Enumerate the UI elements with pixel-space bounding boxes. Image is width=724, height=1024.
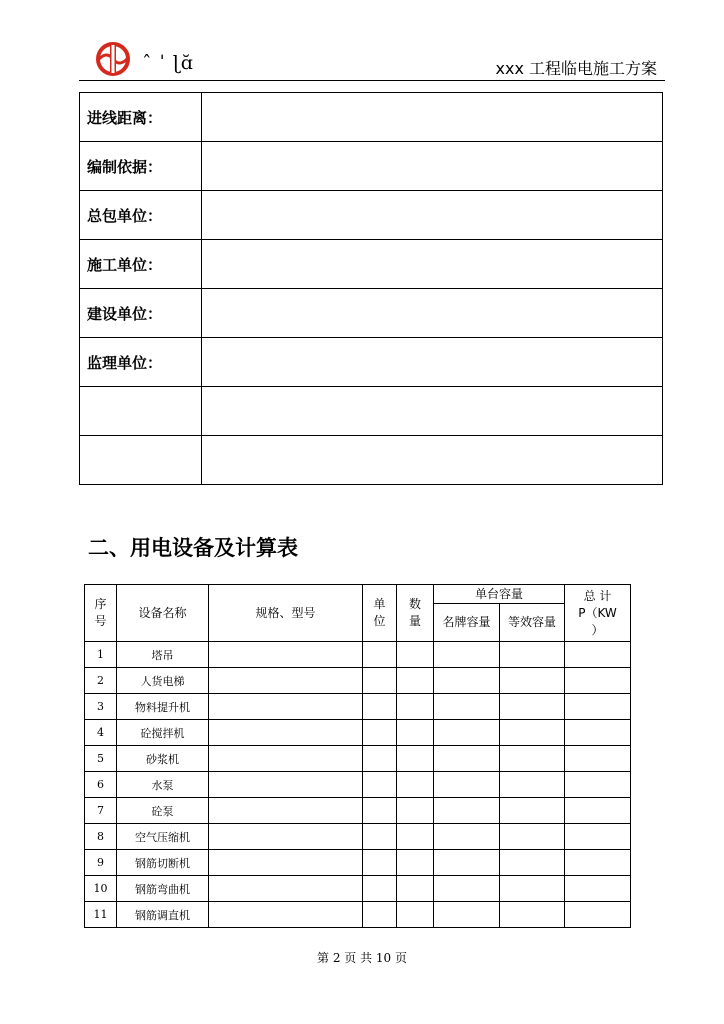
header-capacity: 单台容量	[434, 585, 565, 604]
info-value	[202, 191, 663, 240]
equipment-name: 空气压缩机	[117, 824, 209, 850]
qty-cell	[397, 850, 434, 876]
spec-cell	[209, 694, 363, 720]
nameplate-cell	[434, 642, 500, 668]
unit-cell	[363, 850, 397, 876]
info-label: 建设单位：	[80, 289, 202, 338]
nameplate-cell	[434, 824, 500, 850]
row-number: 3	[85, 694, 117, 720]
qty-cell	[397, 668, 434, 694]
info-row	[80, 338, 663, 387]
table-row	[85, 876, 631, 902]
spec-cell	[209, 720, 363, 746]
table-row	[85, 850, 631, 876]
spec-cell	[209, 668, 363, 694]
total-cell	[565, 824, 631, 850]
row-number: 8	[85, 824, 117, 850]
equipment-name: 塔吊	[117, 642, 209, 668]
total-cell	[565, 642, 631, 668]
document-title: xxx 工程临电施工方案	[495, 59, 657, 78]
qty-cell	[397, 642, 434, 668]
nameplate-cell	[434, 902, 500, 928]
unit-cell	[363, 694, 397, 720]
equivalent-cell	[500, 642, 565, 668]
table-row	[85, 798, 631, 824]
nameplate-cell	[434, 798, 500, 824]
spec-cell	[209, 798, 363, 824]
unit-cell	[363, 642, 397, 668]
info-row	[80, 93, 663, 142]
row-number: 2	[85, 668, 117, 694]
header-equivalent: 等效容量	[500, 604, 565, 642]
equipment-name: 物料提升机	[117, 694, 209, 720]
info-label: 总包单位：	[80, 191, 202, 240]
equipment-name: 砂浆机	[117, 746, 209, 772]
info-value	[202, 289, 663, 338]
nameplate-cell	[434, 876, 500, 902]
info-label	[80, 436, 202, 485]
unit-cell	[363, 902, 397, 928]
qty-cell	[397, 876, 434, 902]
total-cell	[565, 694, 631, 720]
spec-cell	[209, 772, 363, 798]
equivalent-cell	[500, 772, 565, 798]
equipment-name: 砼搅拌机	[117, 720, 209, 746]
equivalent-cell	[500, 850, 565, 876]
nameplate-cell	[434, 772, 500, 798]
equipment-name: 砼泵	[117, 798, 209, 824]
nameplate-cell	[434, 668, 500, 694]
equipment-name: 人货电梯	[117, 668, 209, 694]
nameplate-cell	[434, 720, 500, 746]
unit-cell	[363, 746, 397, 772]
unit-cell	[363, 876, 397, 902]
info-row	[80, 240, 663, 289]
equivalent-cell	[500, 798, 565, 824]
qty-cell	[397, 824, 434, 850]
spec-cell	[209, 876, 363, 902]
header-seq-label: 序 号	[94, 597, 107, 628]
info-label: 编制依据：	[80, 142, 202, 191]
row-number: 4	[85, 720, 117, 746]
total-cell	[565, 876, 631, 902]
info-label: 监理单位：	[80, 338, 202, 387]
row-number: 11	[85, 902, 117, 928]
table-row	[85, 642, 631, 668]
header-name: 设备名称	[117, 585, 209, 642]
qty-cell	[397, 798, 434, 824]
equipment-name: 钢筋调直机	[117, 902, 209, 928]
table-row	[85, 824, 631, 850]
page-footer: 第 2 页 共 10 页	[317, 951, 407, 965]
table-row	[85, 720, 631, 746]
spec-cell	[209, 850, 363, 876]
qty-cell	[397, 772, 434, 798]
equivalent-cell	[500, 902, 565, 928]
nameplate-cell	[434, 850, 500, 876]
table-row	[85, 694, 631, 720]
info-label: 进线距离：	[80, 93, 202, 142]
qty-cell	[397, 720, 434, 746]
row-number: 7	[85, 798, 117, 824]
spec-cell	[209, 902, 363, 928]
qty-cell	[397, 694, 434, 720]
company-logo-icon	[93, 42, 133, 76]
qty-cell	[397, 746, 434, 772]
header-unit	[363, 585, 397, 642]
info-row	[80, 191, 663, 240]
unit-cell	[363, 824, 397, 850]
row-number: 1	[85, 642, 117, 668]
project-info-table	[79, 92, 663, 485]
page-header	[79, 38, 665, 81]
unit-cell	[363, 798, 397, 824]
info-row	[80, 142, 663, 191]
company-name: ˆ ˈ ɭɑ̆	[142, 52, 194, 74]
header-total-label: 总 计 P（KW ）	[578, 588, 617, 637]
header-seq	[85, 585, 117, 642]
equivalent-cell	[500, 824, 565, 850]
total-cell	[565, 746, 631, 772]
info-value	[202, 142, 663, 191]
row-number: 5	[85, 746, 117, 772]
total-cell	[565, 772, 631, 798]
equipment-name: 水泵	[117, 772, 209, 798]
qty-cell	[397, 902, 434, 928]
header-nameplate: 名牌容量	[434, 604, 500, 642]
table-row	[85, 902, 631, 928]
header-total	[565, 585, 631, 642]
nameplate-cell	[434, 746, 500, 772]
row-number: 6	[85, 772, 117, 798]
info-label	[80, 387, 202, 436]
row-number: 10	[85, 876, 117, 902]
info-value	[202, 240, 663, 289]
total-cell	[565, 668, 631, 694]
table-row	[85, 772, 631, 798]
equipment-name: 钢筋弯曲机	[117, 876, 209, 902]
info-row	[80, 436, 663, 485]
info-value	[202, 338, 663, 387]
equivalent-cell	[500, 746, 565, 772]
row-number: 9	[85, 850, 117, 876]
spec-cell	[209, 824, 363, 850]
spec-cell	[209, 642, 363, 668]
header-qty-label: 数 量	[408, 597, 421, 628]
unit-cell	[363, 720, 397, 746]
total-cell	[565, 850, 631, 876]
table-row	[85, 668, 631, 694]
equipment-name: 钢筋切断机	[117, 850, 209, 876]
spec-cell	[209, 746, 363, 772]
header-spec: 规格、型号	[209, 585, 363, 642]
total-cell	[565, 798, 631, 824]
section-title: 二、用电设备及计算表	[88, 536, 298, 560]
info-row	[80, 289, 663, 338]
equivalent-cell	[500, 876, 565, 902]
unit-cell	[363, 668, 397, 694]
header-qty	[397, 585, 434, 642]
header-unit-label: 单 位	[373, 597, 386, 628]
total-cell	[565, 902, 631, 928]
equipment-calculation-table	[84, 584, 631, 928]
unit-cell	[363, 772, 397, 798]
total-cell	[565, 720, 631, 746]
info-value	[202, 93, 663, 142]
info-label: 施工单位：	[80, 240, 202, 289]
info-value	[202, 436, 663, 485]
info-row	[80, 387, 663, 436]
info-value	[202, 387, 663, 436]
equivalent-cell	[500, 720, 565, 746]
nameplate-cell	[434, 694, 500, 720]
equivalent-cell	[500, 694, 565, 720]
table-row	[85, 746, 631, 772]
equivalent-cell	[500, 668, 565, 694]
